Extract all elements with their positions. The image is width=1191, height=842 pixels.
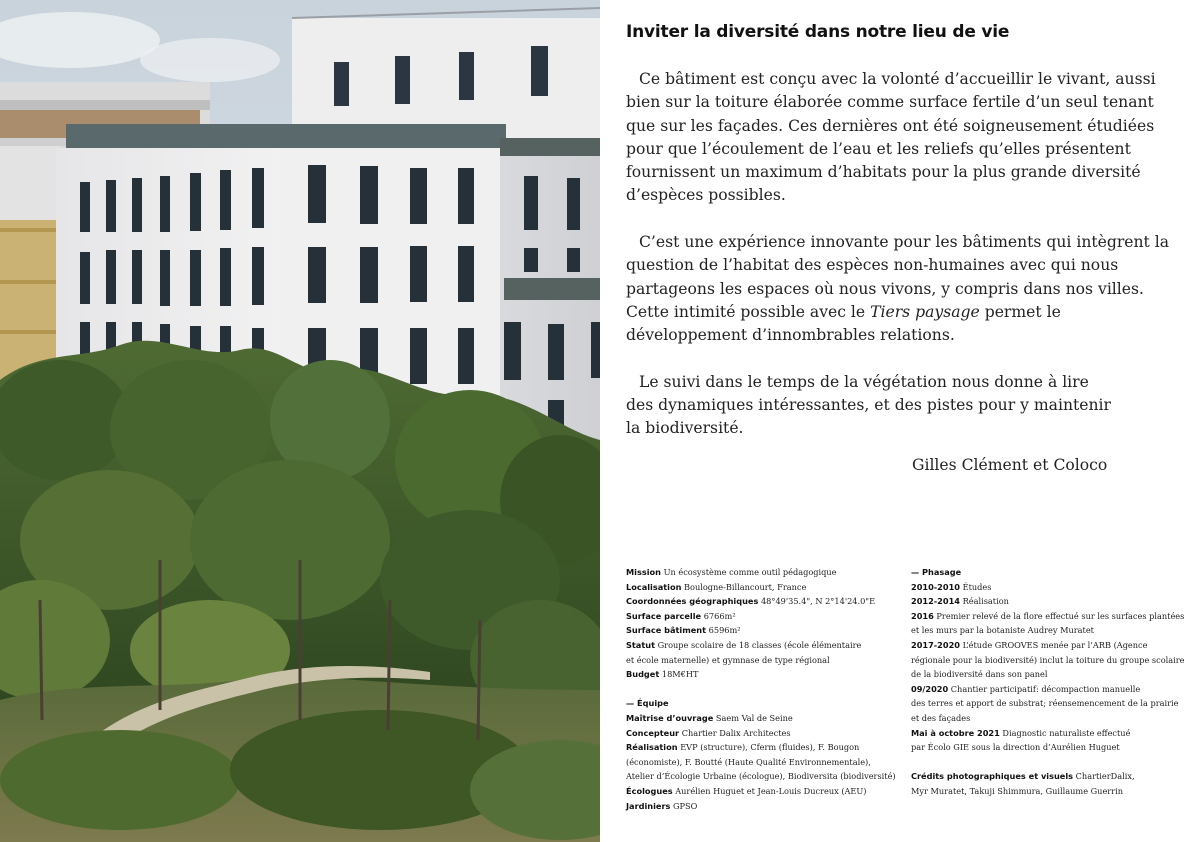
- phase-1: 2010-2010 Études: [911, 581, 992, 592]
- fact-jardiniers: Jardiniers GPSO: [626, 800, 698, 811]
- phase-5-cont2: et des façades: [911, 712, 971, 723]
- phase-3-cont: et les murs par la botaniste Audrey Muratet: [911, 625, 1094, 636]
- photo-credits: Crédits photographiques et visuels ChartierDalix,: [911, 771, 1135, 782]
- signature: Gilles Clément et Coloco: [912, 456, 1108, 474]
- phase-6: Mai à octobre 2021 Diagnostic naturaliste effectué: [911, 727, 1131, 738]
- paragraph-2-text-a: C’est une expérience innovante pour les bâtiments qui intègrent la question de l’habitat des espèces non-humaines avec qui nous partageons les espaces où nous vivons, y compris dans nos villes. Cette intimité possible avec le: [626, 233, 1170, 321]
- fact-realisation-cont2: Atelier d’Écologie Urbaine (écologue), Biodiversita (biodiversité): [626, 771, 896, 782]
- fact-budget: Budget 18M€HT: [626, 669, 699, 680]
- fact-maitrise: Maîtrise d’ouvrage Saem Val de Seine: [626, 712, 793, 723]
- article-body: [626, 68, 1186, 441]
- fact-statut: Statut Groupe scolaire de 18 classes (école élémentaire: [626, 639, 862, 650]
- phase-2: 2012-2014 Réalisation: [911, 596, 1009, 607]
- fact-concepteur: Concepteur Chartier Dalix Architectes: [626, 727, 791, 738]
- phasage-facts: [911, 565, 1187, 799]
- fact-statut-cont: et école maternelle) et gymnase de type régional: [626, 654, 830, 665]
- tiers-paysage-term: Tiers paysage: [870, 302, 980, 321]
- fact-coordinates: Coordonnées géographiques 48°49'35.4", N 2°14'24.0"E: [626, 596, 876, 607]
- project-facts: [626, 565, 911, 813]
- photo-credits-cont: Myr Muratet, Takuji Shimmura, Guillaume Guerrin: [911, 785, 1124, 796]
- fact-realisation: Réalisation EVP (structure), Cferm (fluides), F. Bougon: [626, 742, 860, 753]
- fact-ecologues: Écologues Aurélien Huguet et Jean-Louis Ducreux (AEU): [626, 785, 867, 796]
- phasage-heading: — Phasage: [911, 567, 962, 577]
- upper-tower: [292, 8, 600, 138]
- article-title: Inviter la diversité dans notre lieu de vie: [626, 22, 1010, 42]
- fact-localisation: Localisation Boulogne-Billancourt, France: [626, 581, 807, 592]
- fact-surface-batiment: Surface bâtiment 6596m²: [626, 625, 741, 636]
- phase-5: 09/2020 Chantier participatif: décompaction manuelle: [911, 683, 1141, 694]
- paragraph-2: [626, 231, 1186, 347]
- phase-4-cont: régionale pour la biodiversité) inclut la toiture du groupe scolaire: [911, 654, 1185, 665]
- cloud: [140, 38, 280, 82]
- paragraph-3: Le suivi dans le temps de la végétation nous donne à lire des dynamiques intéressantes, et des pistes pour y maintenir la biodiversité.: [626, 372, 1111, 438]
- paragraph-1: Ce bâtiment est conçu avec la volonté d’accueillir le vivant, aussi bien sur la toiture élaborée comme surface fertile d’un seul tenant que sur les façades. Ces dernières ont été soigneusement étudiées pour que l’écoulement de l’eau et les reliefs qu’elles présentent fournissent un maximum d’habitats pour la plus grande diversité d’espèces possibles.: [626, 70, 1156, 205]
- phase-4-cont2: de la biodiversité dans son panel: [911, 669, 1048, 680]
- phase-5-cont: des terres et apport de substrat; réensemencement de la prairie: [911, 698, 1179, 709]
- fact-surface-parcelle: Surface parcelle 6766m²: [626, 610, 736, 621]
- equipe-heading: — Équipe: [626, 698, 669, 709]
- phase-4: 2017-2020 L’étude GROOVES menée par l’ARB (Agence: [911, 639, 1148, 650]
- fact-realisation-cont: (économiste), F. Boutté (Haute Qualité Environnementale),: [626, 756, 871, 767]
- phase-6-cont: par Écolo GIE sous la direction d’Aurélien Huguet: [911, 742, 1120, 753]
- fact-mission: Mission Un écosystème comme outil pédagogique: [626, 567, 837, 577]
- phase-3: 2016 Premier relevé de la flore effectué sur les surfaces plantées: [911, 610, 1185, 621]
- paragraph-2-text-b: permet le développement d’innombrables relations.: [626, 302, 1061, 345]
